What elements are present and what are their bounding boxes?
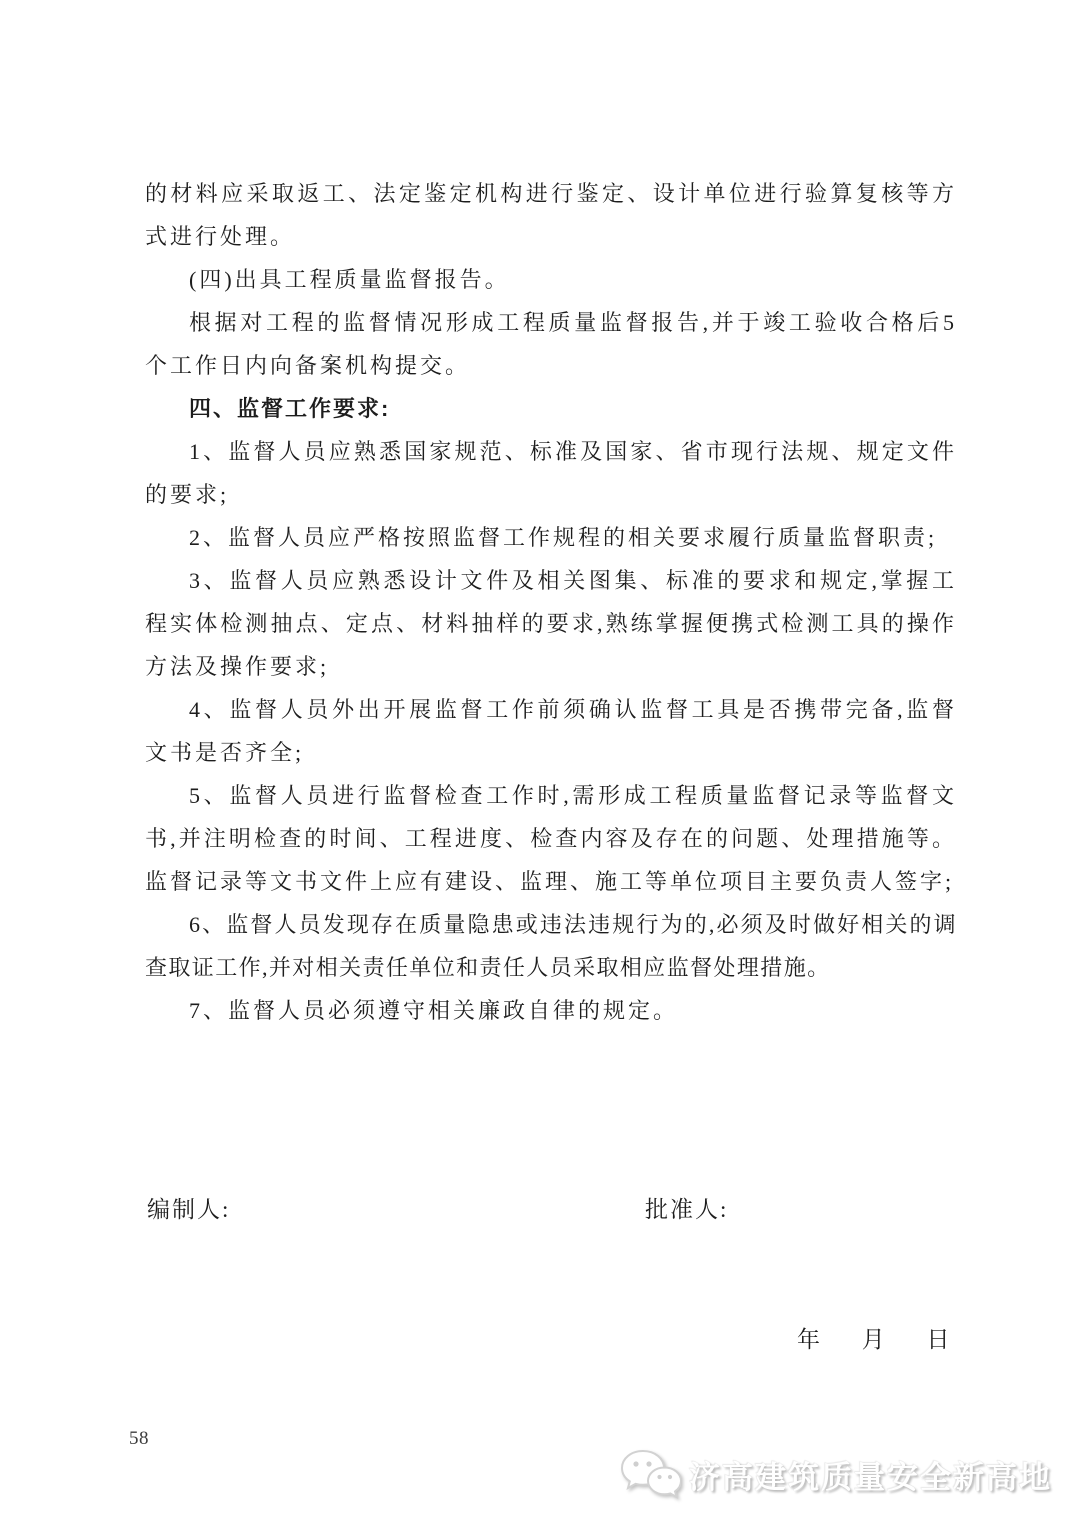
paragraph: 2、监督人员应严格按照监督工作规程的相关要求履行质量监督职责;	[189, 525, 938, 550]
document-body	[145, 172, 957, 1032]
paragraph: (四)出具工程质量监督报告。	[189, 267, 510, 292]
paragraph: 5、监督人员进行监督检查工作时,需形成工程质量监督记录等监督文书,并注明检查的时间、工程进度、检查内容及存在的问题、处理措施等。监督记录等文书文件上应有建设、监理、施工等单位项目主要负责人签字;	[145, 783, 957, 894]
date-line: 年 月 日	[797, 1327, 950, 1352]
approver-label: 批准人:	[645, 1197, 729, 1222]
footer-watermark	[619, 1448, 1052, 1500]
paragraph: 7、监督人员必须遵守相关廉政自律的规定。	[189, 998, 679, 1023]
paragraph: 的材料应采取返工、法定鉴定机构进行鉴定、设计单位进行验算复核等方式进行处理。	[145, 181, 957, 249]
paragraph: 根据对工程的监督情况形成工程质量监督报告,并于竣工验收合格后5个工作日内向备案机构提交。	[145, 310, 957, 378]
paragraph: 四、监督工作要求:	[189, 396, 391, 421]
preparer-label: 编制人:	[147, 1197, 231, 1222]
paragraph: 6、监督人员发现存在质量隐患或违法违规行为的,必须及时做好相关的调查取证工作,并对相关责任单位和责任人员采取相应监督处理措施。	[145, 912, 957, 980]
watermark-text: 济高建筑质量安全新高地	[689, 1459, 1052, 1495]
paragraph: 3、监督人员应熟悉设计文件及相关图集、标准的要求和规定,掌握工程实体检测抽点、定点、材料抽样的要求,熟练掌握便携式检测工具的操作方法及操作要求;	[145, 568, 957, 679]
wechat-icon	[619, 1448, 681, 1500]
paragraph: 1、监督人员应熟悉国家规范、标准及国家、省市现行法规、规定文件的要求;	[145, 439, 957, 507]
page-number: 58	[129, 1428, 149, 1449]
paragraph: 4、监督人员外出开展监督工作前须确认监督工具是否携带完备,监督文书是否齐全;	[145, 697, 957, 765]
